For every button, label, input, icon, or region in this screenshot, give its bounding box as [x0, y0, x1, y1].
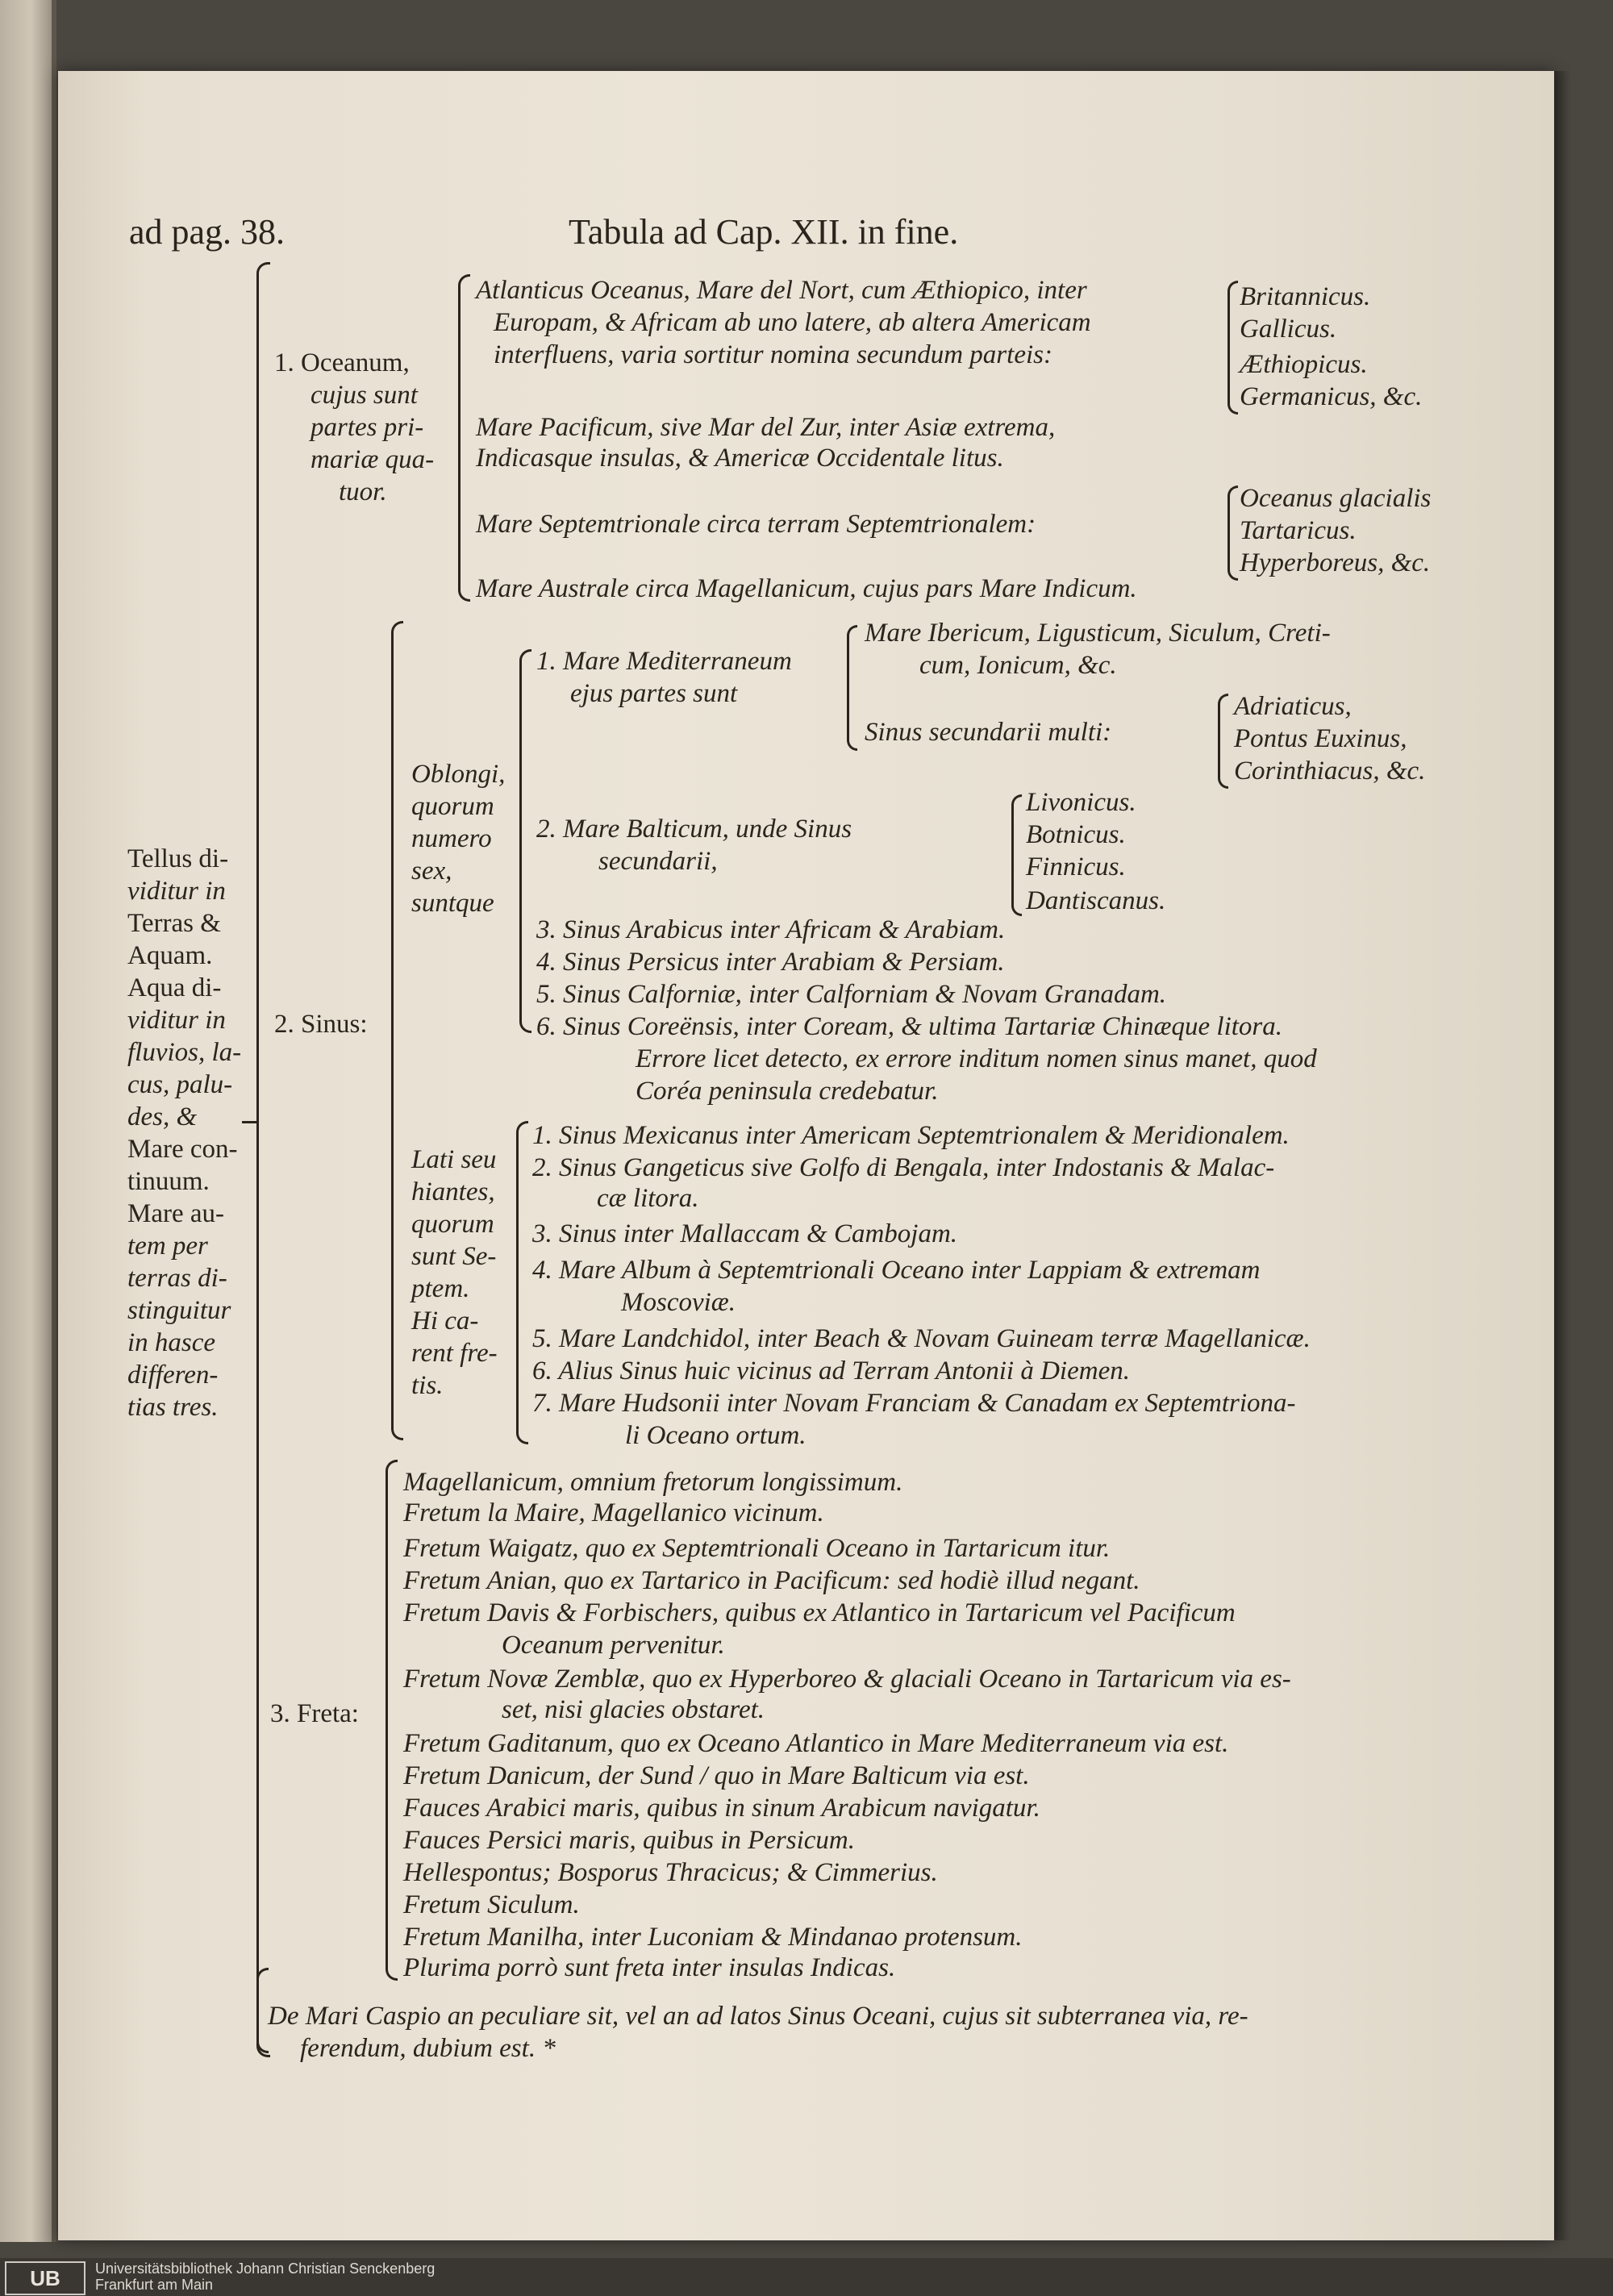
- atlanticus-part: Britannicus.: [1240, 282, 1371, 311]
- root-line: tem per: [127, 1231, 208, 1261]
- root-line: tias tres.: [127, 1393, 219, 1422]
- root-line: viditur in: [127, 1006, 226, 1035]
- lati-item: cæ litora.: [597, 1184, 699, 1213]
- oceanum-brace: [458, 274, 470, 602]
- atlanticus-brace: [1227, 281, 1238, 415]
- septemtrionale-part: Hyperboreus, &c.: [1240, 548, 1431, 577]
- oblongi-item: 6. Sinus Coreënsis, inter Coream, & ultima Tartariæ Chinæque litora.: [536, 1012, 1283, 1041]
- root-line: tinuum.: [127, 1167, 210, 1196]
- mediterraneum-label: ejus partes sunt: [570, 679, 738, 708]
- library-city: Frankfurt am Main: [95, 2277, 214, 2293]
- septemtrionale-part: Oceanus glacialis: [1240, 484, 1432, 513]
- lati-line: Hi ca-: [411, 1306, 479, 1336]
- freta-item: Magellanicum, omnium fretorum longissimum.: [403, 1468, 903, 1497]
- library-logo: UB: [5, 2261, 85, 2295]
- caspio-brace: [256, 1968, 269, 2053]
- lati-item: 4. Mare Album à Septemtrionali Oceano inter Lappiam & extremam: [532, 1256, 1261, 1285]
- oblongi-brace: [519, 649, 531, 1033]
- freta-item: Hellespontus; Bosporus Thracicus; & Cimmerius.: [403, 1858, 938, 1887]
- freta-item: Fretum Davis & Forbischers, quibus ex Atlantico in Tartaricum vel Pacificum: [403, 1598, 1236, 1627]
- lati-line: ptem.: [411, 1274, 470, 1303]
- lati-line: tis.: [411, 1371, 444, 1400]
- balticum-line: 2. Mare Balticum, unde Sinus: [536, 815, 852, 844]
- root-line: in hasce: [127, 1328, 216, 1357]
- oblongi-item: 4. Sinus Persicus inter Arabiam & Persiam.: [536, 948, 1005, 977]
- root-line: Aqua di-: [127, 973, 222, 1002]
- mediterraneum-brace: [847, 625, 857, 751]
- lati-line: sunt Se-: [411, 1242, 497, 1271]
- brace-point: [242, 1121, 256, 1123]
- mediterraneum-part: cum, Ionicum, &c.: [919, 651, 1117, 680]
- caspio-line: ferendum, dubium est. *: [300, 2034, 556, 2063]
- oblongi-line: sex,: [411, 856, 452, 885]
- freta-item: Fauces Arabici maris, quibus in sinum Arabicum navigatur.: [403, 1794, 1040, 1823]
- page-shadow: [1554, 71, 1570, 2240]
- oceanum-sub: cujus sunt: [311, 381, 418, 410]
- sinus-brace: [391, 621, 403, 1440]
- freta-item: Fretum Novæ Zemblæ, quo ex Hyperboreo & glaciali Oceano in Tartaricum via es-: [403, 1665, 1291, 1694]
- secondary-part: Corinthiacus, &c.: [1234, 756, 1426, 785]
- atlanticus-part: Gallicus.: [1240, 315, 1337, 344]
- root-line: Tellus di-: [127, 844, 229, 873]
- root-line: fluvios, la-: [127, 1038, 242, 1067]
- page-title: Tabula ad Cap. XII. in fine.: [569, 212, 959, 252]
- atlanticus-part: Germanicus, &c.: [1240, 382, 1423, 411]
- lati-item: 1. Sinus Mexicanus inter Americam Septemtrionalem & Meridionalem.: [532, 1121, 1290, 1150]
- oblongi-item: Coréa peninsula credebatur.: [636, 1077, 939, 1106]
- adjacent-page-edge: [0, 0, 56, 2242]
- freta-item: Fretum Danicum, der Sund / quo in Mare Balticum via est.: [403, 1761, 1030, 1790]
- atlanticus-part: Æthiopicus.: [1240, 350, 1368, 379]
- lati-item: 5. Mare Landchidol, inter Beach & Novam Guineam terræ Magellanicæ.: [532, 1324, 1311, 1353]
- freta-item: Fretum Manilha, inter Luconiam & Mindanao protensum.: [403, 1923, 1023, 1952]
- lati-item: 7. Mare Hudsonii inter Novam Franciam & Canadam ex Septemtriona-: [532, 1389, 1296, 1418]
- oceanum-label: 1. Oceanum,: [274, 348, 410, 377]
- oblongi-line: numero: [411, 824, 492, 853]
- freta-item: Fretum Gaditanum, quo ex Oceano Atlantico in Mare Mediterraneum via est.: [403, 1729, 1229, 1758]
- australe-line: Mare Australe circa Magellanicum, cujus pars Mare Indicum.: [476, 574, 1137, 603]
- secondary-part: Adriaticus,: [1234, 692, 1352, 721]
- library-name: Universitätsbibliothek Johann Christian Senckenberg: [95, 2261, 436, 2277]
- root-line: Aquam.: [127, 941, 213, 970]
- pacificum-line: Mare Pacificum, sive Mar del Zur, inter Asiæ extrema,: [476, 413, 1056, 442]
- freta-item: Fretum Siculum.: [403, 1890, 580, 1919]
- root-line: Mare au-: [127, 1199, 225, 1228]
- oceanum-sub: mariæ qua-: [311, 445, 435, 474]
- oblongi-item: 3. Sinus Arabicus inter Africam & Arabiam.: [536, 915, 1006, 944]
- lati-item: 3. Sinus inter Mallaccam & Cambojam.: [532, 1219, 958, 1248]
- lati-item: li Oceano ortum.: [625, 1421, 806, 1450]
- atlanticus-line: Atlanticus Oceanus, Mare del Nort, cum Æthiopico, inter: [476, 276, 1087, 305]
- atlanticus-line: interfluens, varia sortitur nomina secundum parteis:: [494, 340, 1052, 369]
- oblongi-line: suntque: [411, 889, 494, 918]
- root-line: Mare con-: [127, 1135, 238, 1164]
- main-brace: [256, 262, 270, 2057]
- root-line: stinguitur: [127, 1296, 231, 1325]
- freta-item: Fretum Waigatz, quo ex Septemtrionali Oceano in Tartaricum itur.: [403, 1534, 1111, 1563]
- secondary-part: Pontus Euxinus,: [1234, 724, 1407, 753]
- root-line: Terras &: [127, 909, 221, 938]
- freta-item: Fretum la Maire, Magellanico vicinum.: [403, 1498, 824, 1527]
- oceanum-sub: partes pri-: [311, 413, 424, 442]
- oblongi-line: quorum: [411, 792, 494, 821]
- balticum-part: Dantiscanus.: [1026, 886, 1166, 915]
- secondary-brace: [1218, 694, 1228, 789]
- lati-item: 2. Sinus Gangeticus sive Golfo di Bengala, inter Indostanis & Malac-: [532, 1153, 1275, 1182]
- freta-item: set, nisi glacies obstaret.: [502, 1695, 765, 1724]
- root-line: differen-: [127, 1361, 219, 1390]
- page-reference: ad pag. 38.: [129, 212, 286, 252]
- sinus-label: 2. Sinus:: [274, 1010, 368, 1039]
- septemtrionale-brace: [1227, 485, 1238, 581]
- oblongi-item: 5. Sinus Calforniæ, inter Calforniam & Novam Granadam.: [536, 980, 1167, 1009]
- freta-brace: [386, 1460, 398, 1981]
- root-line: cus, palu-: [127, 1070, 233, 1099]
- lati-item: Moscoviæ.: [621, 1288, 736, 1317]
- lati-line: rent fre-: [411, 1339, 498, 1368]
- oblongi-line: Oblongi,: [411, 760, 506, 789]
- pacificum-line: Indicasque insulas, & Americæ Occidentale litus.: [476, 444, 1004, 473]
- oceanum-sub: tuor.: [339, 477, 387, 506]
- freta-label: 3. Freta:: [270, 1699, 359, 1728]
- freta-item: Fauces Persici maris, quibus in Persicum.: [403, 1826, 856, 1855]
- septemtrionale-line: Mare Septemtrionale circa terram Septemtrionalem:: [476, 510, 1036, 539]
- root-line: terras di-: [127, 1264, 227, 1293]
- balticum-part: Finnicus.: [1026, 852, 1126, 881]
- oblongi-item: Errore licet detecto, ex errore inditum nomen sinus manet, quod: [636, 1044, 1317, 1073]
- root-line: viditur in: [127, 877, 226, 906]
- lati-line: Lati seu: [411, 1145, 497, 1174]
- lati-line: hiantes,: [411, 1177, 495, 1206]
- atlanticus-line: Europam, & Africam ab uno latere, ab altera Americam: [494, 308, 1091, 337]
- freta-item: Oceanum pervenitur.: [502, 1631, 725, 1660]
- septemtrionale-part: Tartaricus.: [1240, 516, 1357, 545]
- freta-item: Plurima porrò sunt freta inter insulas Indicas.: [403, 1953, 896, 1982]
- balticum-line: secundarii,: [598, 847, 718, 876]
- root-line: des, &: [127, 1102, 198, 1131]
- lati-brace: [516, 1121, 528, 1444]
- freta-item: Fretum Anian, quo ex Tartarico in Pacificum: sed hodiè illud negant.: [403, 1566, 1140, 1595]
- mediterraneum-label: 1. Mare Mediterraneum: [536, 647, 792, 676]
- lati-item: 6. Alius Sinus huic vicinus ad Terram Antonii à Diemen.: [532, 1356, 1130, 1386]
- balticum-brace: [1011, 794, 1022, 916]
- caspio-line: De Mari Caspio an peculiare sit, vel an ad latos Sinus Oceani, cujus sit subterranea via, re-: [268, 2002, 1248, 2031]
- balticum-part: Botnicus.: [1026, 820, 1126, 849]
- mediterraneum-part: Mare Ibericum, Ligusticum, Siculum, Creti-: [865, 619, 1331, 648]
- lati-line: quorum: [411, 1210, 494, 1239]
- mediterraneum-secondary: Sinus secundarii multi:: [865, 718, 1112, 747]
- balticum-part: Livonicus.: [1026, 788, 1136, 817]
